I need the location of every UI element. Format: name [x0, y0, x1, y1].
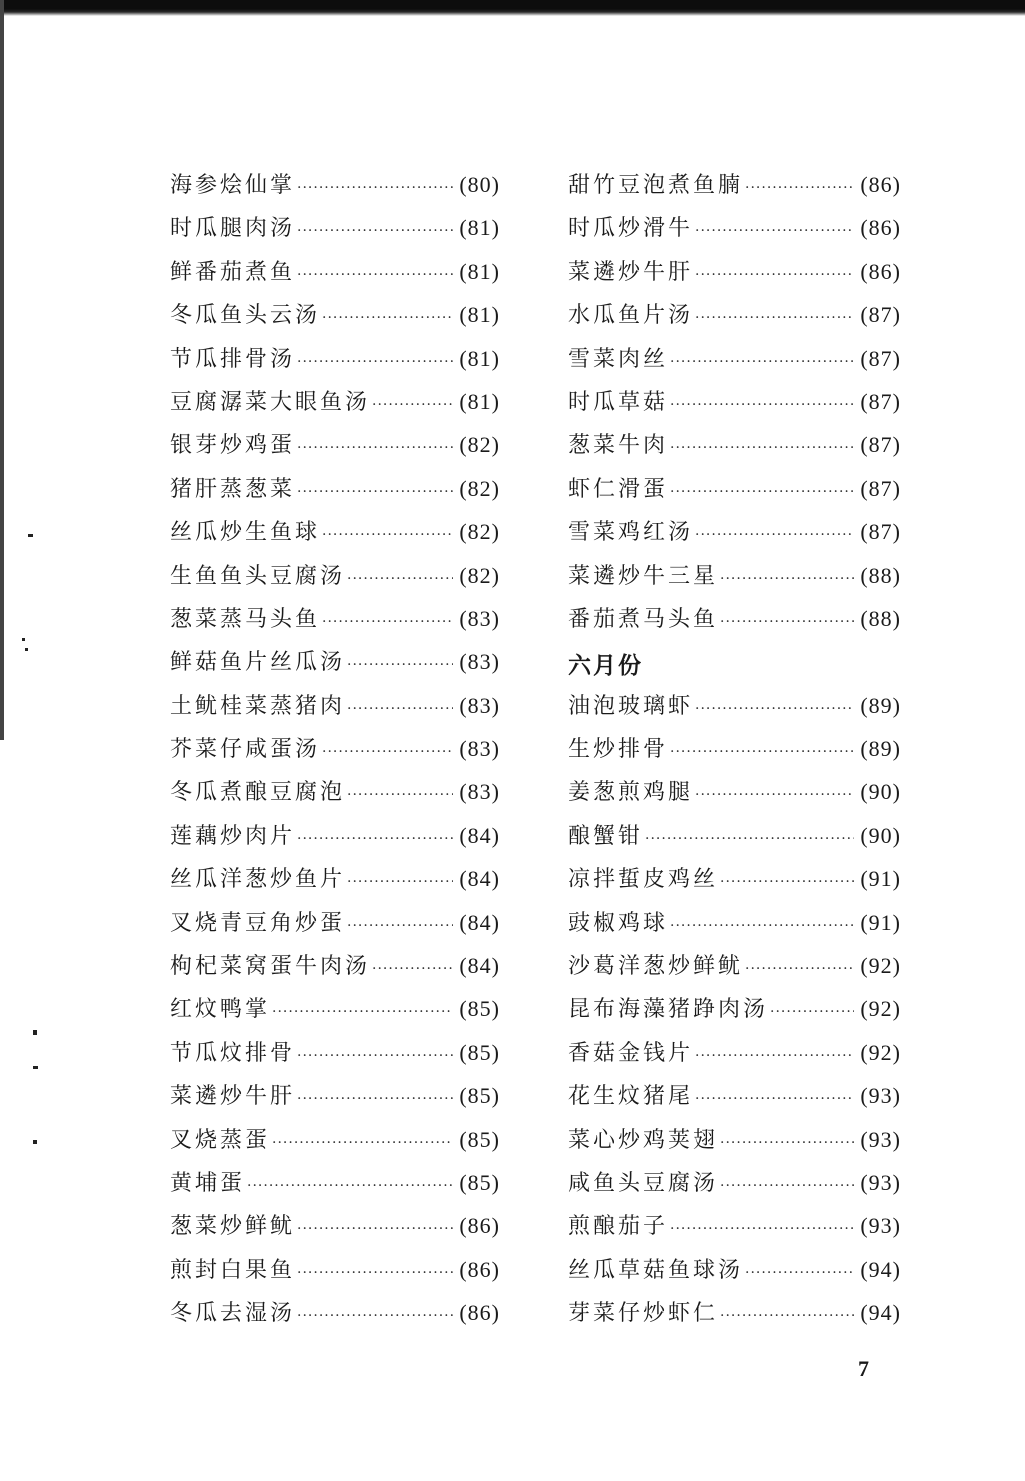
toc-entry-page: (92): [860, 996, 901, 1022]
toc-entry: [170, 298, 500, 341]
toc-entry-title: 雪菜鸡红汤: [568, 520, 694, 546]
dot-leader: [247, 1178, 453, 1194]
dot-leader: [372, 397, 453, 413]
toc-entry: [170, 1123, 500, 1166]
toc-entry-page: (94): [860, 1300, 901, 1326]
toc-entry: [170, 385, 500, 428]
toc-entry-title: 鲜菇鱼片丝瓜汤: [170, 650, 346, 676]
dot-leader: [272, 1004, 453, 1020]
toc-entry-page: (92): [860, 1039, 901, 1065]
scan-speck: [33, 1140, 37, 1144]
toc-entry-page: (93): [860, 1169, 901, 1195]
toc-entry-title: 生炒排骨: [568, 737, 669, 763]
toc-entry-page: (83): [459, 605, 500, 631]
toc-entry-title: 酿蟹钳: [568, 823, 644, 849]
toc-entry-page: (81): [459, 258, 500, 284]
toc-entry: [568, 906, 901, 949]
toc-entry-title: 姜葱煎鸡腿: [568, 780, 694, 806]
toc-entry-title: 葱菜炒鲜鱿: [170, 1214, 296, 1240]
toc-entry: [568, 1253, 901, 1296]
dot-leader: [272, 1135, 453, 1151]
dot-leader: [670, 918, 854, 934]
toc-entry-page: (88): [860, 605, 901, 631]
dot-leader: [297, 267, 453, 283]
dot-leader: [372, 961, 453, 977]
toc-entry: [170, 1296, 500, 1339]
toc-entry-title: 水瓜鱼片汤: [568, 303, 694, 329]
toc-entry-title: 银芽炒鸡蛋: [170, 433, 296, 459]
toc-entry-page: (87): [860, 475, 901, 501]
toc-entry: [170, 992, 500, 1035]
dot-leader: [297, 180, 453, 196]
dot-leader: [695, 310, 854, 326]
toc-entry: [568, 298, 901, 341]
toc-entry: [568, 689, 901, 732]
dot-leader: [347, 787, 453, 803]
toc-entry-title: 猪肝蒸葱菜: [170, 476, 296, 502]
toc-entry: [170, 1036, 500, 1079]
toc-entry-title: 冬瓜去湿汤: [170, 1301, 296, 1327]
toc-entry: [568, 862, 901, 905]
dot-leader: [347, 874, 453, 890]
toc-entry-title: 甜竹豆泡煮鱼腩: [568, 173, 744, 198]
toc-entry-page: (81): [459, 388, 500, 414]
toc-entry: [170, 1253, 500, 1296]
dot-leader: [745, 1265, 854, 1281]
toc-entry: [170, 819, 500, 862]
toc-entry: [170, 559, 500, 602]
dot-leader: [720, 1135, 854, 1151]
dot-leader: [720, 874, 854, 890]
dot-leader: [670, 744, 854, 760]
toc-entry-title: 时瓜草菇: [568, 389, 669, 415]
dot-leader: [720, 571, 854, 587]
toc-entry: [170, 255, 500, 298]
toc-entry-page: (86): [459, 1256, 500, 1282]
toc-entry-title: 黄埔蛋: [170, 1170, 246, 1196]
toc-group-june: [568, 689, 901, 1340]
toc-entry: [568, 515, 901, 558]
toc-entry-title: 芽菜仔炒虾仁: [568, 1301, 719, 1327]
toc-entry-title: 时瓜腿肉汤: [170, 216, 296, 242]
toc-entry: [170, 472, 500, 515]
dot-leader: [297, 223, 453, 239]
dot-leader: [695, 787, 854, 803]
left-scan-edge: [0, 0, 4, 740]
dot-leader: [695, 1048, 854, 1064]
toc-entry-page: (84): [459, 953, 500, 979]
toc-entry: [170, 1079, 500, 1122]
toc-entry-page: (88): [860, 562, 901, 588]
toc-entry: [170, 862, 500, 905]
scan-speck: [33, 1066, 38, 1069]
toc-entry-page: (83): [459, 649, 500, 675]
toc-entry-page: (87): [860, 519, 901, 545]
toc-entry-title: 冬瓜鱼头云汤: [170, 303, 321, 329]
dot-leader: [670, 354, 854, 370]
toc-entry-page: (85): [459, 996, 500, 1022]
toc-entry: [170, 515, 500, 558]
toc-entry: [170, 732, 500, 775]
toc-entry-page: (91): [860, 909, 901, 935]
toc-entry: [568, 602, 901, 645]
dot-leader: [297, 1308, 453, 1324]
toc-entry-page: (81): [459, 302, 500, 328]
toc-entry-title: 菜遴炒牛肝: [170, 1084, 296, 1110]
toc-entry-title: 豉椒鸡球: [568, 910, 669, 936]
toc-entry-title: 冬瓜煮酿豆腐泡: [170, 780, 346, 806]
toc-entry-page: (84): [459, 909, 500, 935]
toc-entry: [568, 775, 901, 818]
toc-entry: [568, 992, 901, 1035]
toc-entry: [170, 342, 500, 385]
toc-entry-title: 节瓜炆排骨: [170, 1040, 296, 1066]
toc-entry-title: 枸杞菜窝蛋牛肉汤: [170, 954, 371, 980]
toc-entry-title: 油泡玻璃虾: [568, 693, 694, 719]
toc-entry-title: 沙葛洋葱炒鲜鱿: [568, 954, 744, 980]
dot-leader: [297, 484, 453, 500]
toc-entry: [568, 1166, 901, 1209]
toc-entry-title: 豆腐潺菜大眼鱼汤: [170, 389, 371, 415]
toc-entry-title: 生鱼鱼头豆腐汤: [170, 563, 346, 589]
dot-leader: [347, 918, 453, 934]
toc-entry-page: (87): [860, 302, 901, 328]
dot-leader: [322, 310, 453, 326]
toc-entry-page: (94): [860, 1256, 901, 1282]
dot-leader: [670, 440, 854, 456]
toc-entry-title: 菜遴炒牛肝: [568, 259, 694, 285]
toc-entry: [568, 1079, 901, 1122]
toc-entry-page: (87): [860, 345, 901, 371]
toc-entry: [170, 1209, 500, 1252]
toc-entry-page: (87): [860, 388, 901, 414]
toc-entry-page: (87): [860, 432, 901, 458]
page-number: 7: [858, 1356, 869, 1381]
toc-entry-title: 菜遴炒牛三星: [568, 563, 719, 589]
dot-leader: [297, 354, 453, 370]
toc-entry-title: 咸鱼头豆腐汤: [568, 1170, 719, 1196]
toc-entry: [170, 211, 500, 254]
toc-entry-page: (85): [459, 1083, 500, 1109]
toc-entry: [170, 168, 500, 211]
toc-entry-page: (85): [459, 1039, 500, 1065]
toc-entry-page: (86): [860, 172, 901, 197]
toc-entry: [170, 602, 500, 645]
toc-entry-title: 叉烧蒸蛋: [170, 1127, 271, 1153]
toc-entry-page: (90): [860, 822, 901, 848]
toc-entry-title: 葱菜蒸马头鱼: [170, 606, 321, 632]
dot-leader: [297, 1091, 453, 1107]
toc-entry: [568, 1296, 901, 1339]
dot-leader: [695, 223, 854, 239]
scan-speck: [33, 1030, 37, 1035]
toc-entry-title: 红炆鸭掌: [170, 997, 271, 1023]
toc-entry-title: 凉拌蜇皮鸡丝: [568, 867, 719, 893]
toc-entry-page: (80): [459, 172, 500, 197]
toc-entry: [170, 906, 500, 949]
toc-entry-title: 丝瓜洋葱炒鱼片: [170, 867, 346, 893]
toc-entry-title: 昆布海藻猪踭肉汤: [568, 997, 769, 1023]
dot-leader: [670, 397, 854, 413]
toc-entry-title: 时瓜炒滑牛: [568, 216, 694, 242]
dot-leader: [347, 701, 453, 717]
toc-entry-title: 叉烧青豆角炒蛋: [170, 910, 346, 936]
scan-speck: [28, 534, 33, 537]
toc-entry-title: 葱菜牛肉: [568, 433, 669, 459]
toc-entry: [568, 168, 901, 211]
toc-entry-title: 花生炆猪尾: [568, 1084, 694, 1110]
toc-entry-page: (83): [459, 736, 500, 762]
toc-entry-title: 煎封白果鱼: [170, 1257, 296, 1283]
dot-leader: [297, 831, 453, 847]
toc-entry: [568, 732, 901, 775]
toc-column-right: [568, 168, 901, 1340]
toc-entry-title: 土鱿桂菜蒸猪肉: [170, 693, 346, 719]
toc-entry-page: (85): [459, 1169, 500, 1195]
dot-leader: [322, 614, 453, 630]
toc-entry-title: 丝瓜炒生鱼球: [170, 520, 321, 546]
dot-leader: [297, 1048, 453, 1064]
toc-entry-page: (93): [860, 1083, 901, 1109]
dot-leader: [297, 1265, 453, 1281]
dot-leader: [695, 1091, 854, 1107]
toc-entry-title: 菜心炒鸡荚翅: [568, 1127, 719, 1153]
dot-leader: [720, 1178, 854, 1194]
toc-entry-title: 雪菜肉丝: [568, 346, 669, 372]
toc-entry: [170, 949, 500, 992]
dot-leader: [695, 267, 854, 283]
toc-entry-page: (85): [459, 1126, 500, 1152]
toc-entry: [568, 559, 901, 602]
toc-entry: [568, 1209, 901, 1252]
toc-entry-page: (93): [860, 1126, 901, 1152]
toc-entry: [170, 645, 500, 688]
toc-entry-title: 虾仁滑蛋: [568, 476, 669, 502]
dot-leader: [670, 1221, 854, 1237]
toc-entry-title: 芥菜仔咸蛋汤: [170, 737, 321, 763]
toc-entry-title: 香菇金钱片: [568, 1040, 694, 1066]
top-scan-border: [0, 0, 1025, 16]
toc-entry: [170, 775, 500, 818]
toc-entry-title: 煎酿茄子: [568, 1214, 669, 1240]
toc-entry-page: (82): [459, 475, 500, 501]
toc-entry-page: (84): [459, 866, 500, 892]
toc-entry: [568, 428, 901, 471]
toc-entry-title: 海参烩仙掌: [170, 173, 296, 198]
toc-entry-page: (86): [459, 1213, 500, 1239]
toc-entry-page: (91): [860, 866, 901, 892]
toc-entry-page: (93): [860, 1213, 901, 1239]
dot-leader: [322, 744, 453, 760]
toc-entry-page: (81): [459, 215, 500, 241]
toc-entry-page: (81): [459, 345, 500, 371]
dot-leader: [645, 831, 854, 847]
toc-entry: [568, 255, 901, 298]
toc-entry-title: 番茄煮马头鱼: [568, 606, 719, 632]
toc-entry-page: (86): [860, 258, 901, 284]
dot-leader: [745, 180, 854, 196]
dot-leader: [770, 1004, 854, 1020]
toc-entry-page: (90): [860, 779, 901, 805]
dot-leader: [745, 961, 854, 977]
dot-leader: [695, 527, 854, 543]
toc-entry-page: (83): [459, 779, 500, 805]
toc-entry: [170, 428, 500, 471]
dot-leader: [347, 571, 453, 587]
dot-leader: [720, 614, 854, 630]
toc-entry: [568, 211, 901, 254]
toc-entry-page: (89): [860, 692, 901, 718]
toc-entry-page: (86): [459, 1300, 500, 1326]
toc-entry-page: (82): [459, 519, 500, 545]
toc-entry: [170, 689, 500, 732]
toc-entry-page: (86): [860, 215, 901, 241]
scan-speck: [25, 648, 28, 651]
toc-group-may: [568, 168, 901, 645]
toc-entry-page: (84): [459, 822, 500, 848]
toc-entry-title: 丝瓜草菇鱼球汤: [568, 1257, 744, 1283]
section-heading-june: 六月份: [568, 653, 643, 680]
toc-entry: [568, 1123, 901, 1166]
dot-leader: [720, 1308, 854, 1324]
dot-leader: [670, 484, 854, 500]
toc-entry-page: (92): [860, 953, 901, 979]
toc-entry-title: 莲藕炒肉片: [170, 823, 296, 849]
toc-entry: [568, 472, 901, 515]
toc-entry: [568, 342, 901, 385]
toc-entry: [568, 949, 901, 992]
toc-entry-title: 节瓜排骨汤: [170, 346, 296, 372]
dot-leader: [322, 527, 453, 543]
dot-leader: [695, 701, 854, 717]
scan-speck: [22, 638, 25, 641]
toc-entry: [170, 1166, 500, 1209]
toc-entry: [568, 385, 901, 428]
toc-entry-title: 鲜番茄煮鱼: [170, 259, 296, 285]
toc-entry: [568, 819, 901, 862]
toc-entry-page: (83): [459, 692, 500, 718]
dot-leader: [297, 440, 453, 456]
dot-leader: [347, 657, 453, 673]
toc-entry-page: (82): [459, 432, 500, 458]
toc-entry-page: (89): [860, 736, 901, 762]
dot-leader: [297, 1221, 453, 1237]
toc-entry-page: (82): [459, 562, 500, 588]
toc-entry: [568, 1036, 901, 1079]
toc-column-left: [170, 168, 500, 1340]
